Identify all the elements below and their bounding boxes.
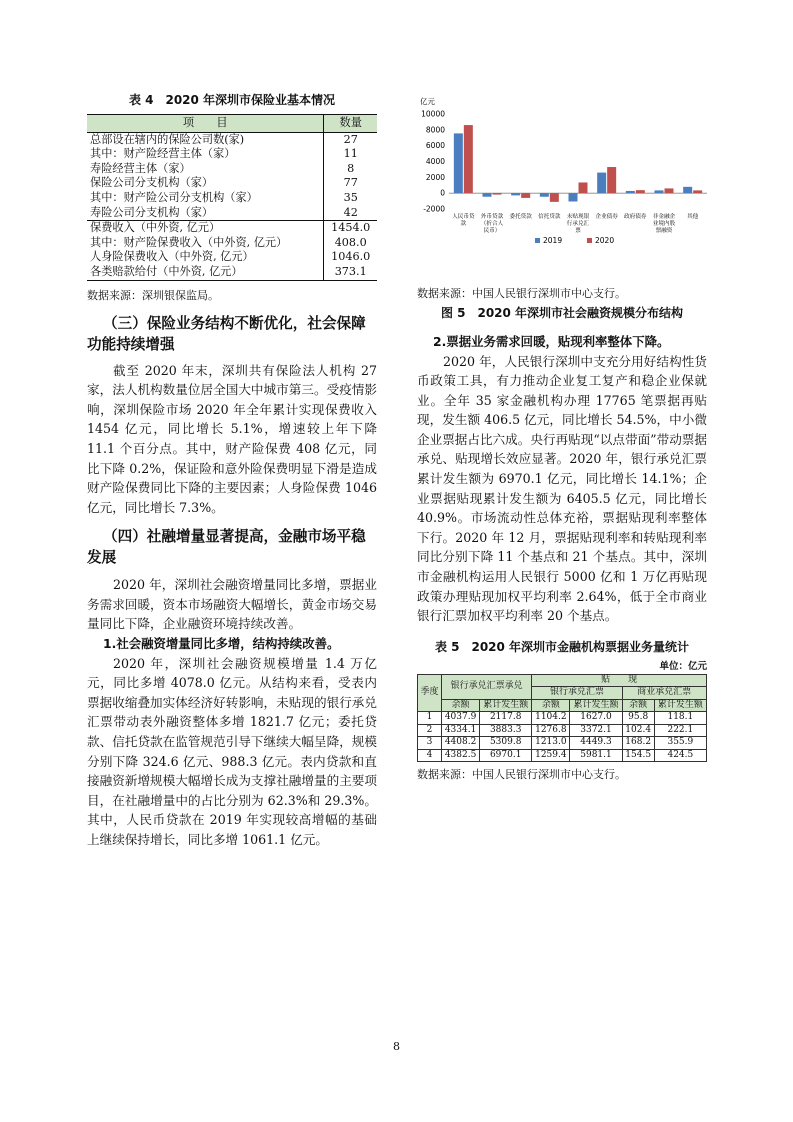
table-cell-item: 其中：财产险公司分支机构（家）: [90, 190, 258, 204]
table-row: [87, 132, 377, 147]
bar-2019: [454, 133, 463, 193]
table-row: [87, 176, 377, 191]
x-category-label: 外币贷款（折合人民币）: [480, 214, 504, 234]
table5-header-cumulative: 累计发生额: [654, 699, 706, 712]
bar-2019: [569, 193, 578, 201]
legend-label-2020: 2020: [595, 236, 615, 244]
insurance-table: [87, 114, 377, 281]
table5-body: [418, 712, 707, 762]
table-cell: 4408.2: [442, 737, 480, 750]
table-cell: 168.2: [622, 737, 654, 750]
table5-header-season: 季度: [418, 674, 442, 712]
table5-source: 数据来源：中国人民银行深圳市中心支行。: [417, 768, 626, 782]
table-cell: 4: [418, 749, 442, 762]
bar-2019: [626, 191, 635, 193]
table-row: [87, 206, 377, 221]
table-cell: 2117.8: [480, 712, 532, 725]
legend-label-2019: 2019: [543, 236, 563, 244]
table-cell: 5309.8: [480, 737, 532, 750]
bar-2020: [579, 182, 588, 193]
table-cell: 3372.1: [570, 724, 622, 737]
table-cell: 95.8: [622, 712, 654, 725]
table-cell-count: 408.0: [324, 236, 377, 251]
bar-2019: [597, 173, 606, 194]
table-cell-item: 保费收入（中外资, 亿元）: [87, 221, 324, 236]
y-tick-label: 8000: [425, 125, 445, 135]
bar-2020: [521, 193, 530, 198]
table5-unit: 单位：亿元: [659, 660, 707, 672]
bar-2019: [683, 187, 692, 193]
bar-2019: [655, 190, 664, 193]
table-row: [87, 147, 377, 162]
table5-header-comm-bill: 商业承兑汇票: [622, 687, 706, 700]
table-cell-count: 1046.0: [324, 250, 377, 265]
table4-header-count: 数量: [324, 115, 377, 133]
table-row: [87, 236, 377, 251]
table-cell-count: 8: [324, 162, 377, 177]
table5-header-bank-accept: 银行承兑汇票承兑: [442, 674, 532, 699]
table-row: [87, 221, 377, 236]
table-row: [418, 712, 707, 725]
table-row: [418, 749, 707, 762]
right-column: [417, 92, 707, 782]
financing-chart: [417, 92, 707, 244]
bar-2019: [540, 193, 549, 197]
paragraph-bills: 2020 年，人民银行深圳中支充分用好结构性货币政策工具，有力推动企业复工复产和稳企业保就业。全年 35 家金融机构办理 17765 笔票据再贴现，发生额 406.5 亿元，同比增长 54.5%，中小微企业票据占比六成。央行再贴现“以点带面”带动票据承兑、贴现增长效应显著。2020 年，银行承兑汇票累计发生额为 6970.1 亿元，同比增长 14.1%；企业票据贴现累计发生额为 6405.5 亿元，同比增长 40.9%。市场流动性总体充裕，票据贴现利率整体下行。2020 年 12 月，票据贴现利率和转贴现利率同比分别下降 11 个基点和 21 个基点。其中，深圳市金融机构运用人民银行 5000 亿和 1 万亿再贴现政策办理贴现加权平均利率 2.64%，低于全市商业银行汇票加权平均利率 20 个基点。: [417, 353, 707, 624]
table-cell-count: 27: [324, 132, 377, 147]
table5-header-bank-bill: 银行承兑汇票: [532, 687, 622, 700]
x-category-label: 企业债券: [595, 214, 618, 220]
table-cell: 2: [418, 724, 442, 737]
y-tick-label: 10000: [421, 109, 445, 119]
x-category-label: 其他: [687, 214, 699, 220]
table-cell: 4334.1: [442, 724, 480, 737]
x-category-label: 非金融企业境内股票融资: [652, 214, 676, 234]
table-cell: 1104.2: [532, 712, 570, 725]
table5-header-balance: 余额: [532, 699, 570, 712]
bar-2020: [464, 125, 473, 193]
table-cell: 6970.1: [480, 749, 532, 762]
bar-2019: [483, 193, 492, 197]
subheading-bills: 2.票据业务需求回暖，贴现利率整体下降。: [433, 334, 670, 349]
table-cell: 1259.4: [532, 749, 570, 762]
table4-source: 数据来源：深圳银保监局。: [87, 288, 219, 302]
bar-2020: [665, 188, 674, 193]
table-cell: 1213.0: [532, 737, 570, 750]
table4-caption: 表 4 2020 年深圳市保险业基本情况: [128, 93, 336, 107]
subheading-social-financing: 1.社会融资增量同比多增，结构持续改善。: [103, 636, 340, 652]
table-cell: 102.4: [622, 724, 654, 737]
paragraph-financing-intro: 2020 年，深圳社会融资增量同比多增，票据业务需求回暖，资本市场融资大幅增长，黄金市场交易量同比下降，企业融资环境持续改善。: [87, 577, 377, 632]
table-cell: 5981.1: [570, 749, 622, 762]
table-cell-item: 保险公司分支机构（家）: [90, 176, 214, 190]
table-row: [418, 724, 707, 737]
table-cell-count: 35: [324, 191, 377, 206]
legend-swatch-2019: [535, 238, 540, 243]
table-cell-count: 11: [324, 147, 377, 162]
x-category-label: 未贴现银行承兑汇票: [566, 214, 590, 234]
x-category-label: 人民币贷款: [452, 214, 475, 227]
table-cell: 4382.5: [442, 749, 480, 762]
bill-table: [417, 674, 707, 763]
table-cell-item: 寿险经营主体（家）: [90, 161, 191, 175]
y-tick-label: -2000: [423, 204, 445, 214]
bar-2020: [493, 193, 502, 194]
table-cell-count: 42: [324, 206, 377, 221]
table-cell: 355.9: [654, 737, 706, 750]
table-cell-count: 1454.0: [324, 221, 377, 236]
table-cell: 4449.3: [570, 737, 622, 750]
table5-header-balance: 余额: [622, 699, 654, 712]
left-column: [87, 92, 377, 850]
section-heading-insurance: （三）保险业务结构不断优化，社会保障功能持续增强: [87, 314, 366, 353]
table-cell-item: 总部设在辖内的保险公司数(家): [90, 132, 245, 146]
table-row: [87, 191, 377, 206]
bar-2020: [607, 167, 616, 193]
figure5-caption: 图 5 2020 年深圳市社会融资规模分布结构: [440, 306, 684, 320]
table5-header-discount: 贴 现: [532, 674, 707, 687]
x-category-label: 委托贷款: [509, 214, 532, 220]
paragraph-social-financing: 2020 年，深圳社会融资规模增量 1.4 万亿元，同比多增 4078.0 亿元。从结构来看，受表内票据收缩叠加实体经济好转影响，未贴现的银行承兑汇票带动表外融资整体多增 1821.7 亿元；委托贷款、信托贷款在监管规范引导下继续大幅呈降，规模分别下降 324.6 亿元、988.3 亿元。表内贷款和直接融资新增规模大幅增长成为支撑社融增量的主要项目，在社融增量中的占比分别为 62.3%和 29.3%。其中，人民币贷款在 2019 年实现较高增幅的基础上继续保持增长，同比多增 1061.1 亿元。: [87, 655, 377, 847]
y-unit-label: 亿元: [420, 97, 435, 106]
table4-body: [87, 132, 377, 280]
bar-2020: [636, 190, 645, 193]
paragraph-insurance: 截至 2020 年末，深圳共有保险法人机构 27 家，法人机构数量位居全国大中城市第三。受疫情影响，深圳保险市场 2020 年全年累计实现保费收入 1454 亿元，同比增长 5.1%，增速较上年下降 11.1 个百分点。其中，财产险保费 408 亿元，同比下降 0.2%，保证险和意外险保费明显下滑是造成财产险保费同比下降的主要因素；人身险保费 1046 亿元，同比增长 7.3%。: [87, 362, 377, 515]
table-row: [87, 162, 377, 177]
y-tick-label: 6000: [425, 141, 445, 151]
table-cell-item: 其中：财产险经营主体（家）: [90, 147, 236, 161]
table-cell: 1627.0: [570, 712, 622, 725]
table4-header-item: 项 目: [87, 115, 324, 133]
table-cell: 3: [418, 737, 442, 750]
table-cell: 118.1: [654, 712, 706, 725]
table-row: [87, 250, 377, 265]
x-category-label: 政府债券: [624, 214, 647, 220]
table-cell-item: 各类赔款给付（中外资, 亿元）: [87, 265, 324, 280]
legend-swatch-2020: [587, 238, 592, 243]
table-cell-item: 寿险公司分支机构（家）: [90, 205, 214, 219]
y-tick-label: 4000: [425, 157, 445, 166]
table-cell: 424.5: [654, 749, 706, 762]
table-cell-item: 人身险保费收入（中外资, 亿元）: [90, 250, 254, 264]
table5-caption: 表 5 2020 年深圳市金融机构票据业务量统计: [434, 639, 690, 654]
financing-chart-svg: [417, 92, 707, 244]
table5-header-cumulative: 累计发生额: [570, 699, 622, 712]
page-number: 8: [393, 1040, 400, 1053]
table5-header-balance: 余额: [442, 699, 480, 712]
table-cell: 4037.9: [442, 712, 480, 725]
table5-header-cumulative: 累计发生额: [480, 699, 532, 712]
table-row: [87, 265, 377, 280]
table-cell: 3883.3: [480, 724, 532, 737]
bar-2020: [693, 190, 702, 193]
table-cell-count: 77: [324, 176, 377, 191]
table-cell: 1: [418, 712, 442, 725]
table-cell: 1276.8: [532, 724, 570, 737]
y-tick-label: 0: [440, 188, 445, 198]
chart-source: 数据来源：中国人民银行深圳市中心支行。: [417, 287, 626, 300]
table-row: [418, 737, 707, 750]
table-cell: 154.5: [622, 749, 654, 762]
bar-2019: [511, 193, 520, 195]
section-heading-financing: （四）社融增量显著提高，金融市场平稳发展: [87, 528, 366, 567]
y-tick-label: 2000: [425, 172, 445, 182]
bar-2020: [550, 193, 559, 202]
table-cell: 222.1: [654, 724, 706, 737]
table-cell-count: 373.1: [324, 265, 377, 280]
table-cell-item: 其中：财产险保费收入（中外资, 亿元）: [90, 235, 288, 249]
x-category-label: 信托贷款: [538, 214, 561, 220]
